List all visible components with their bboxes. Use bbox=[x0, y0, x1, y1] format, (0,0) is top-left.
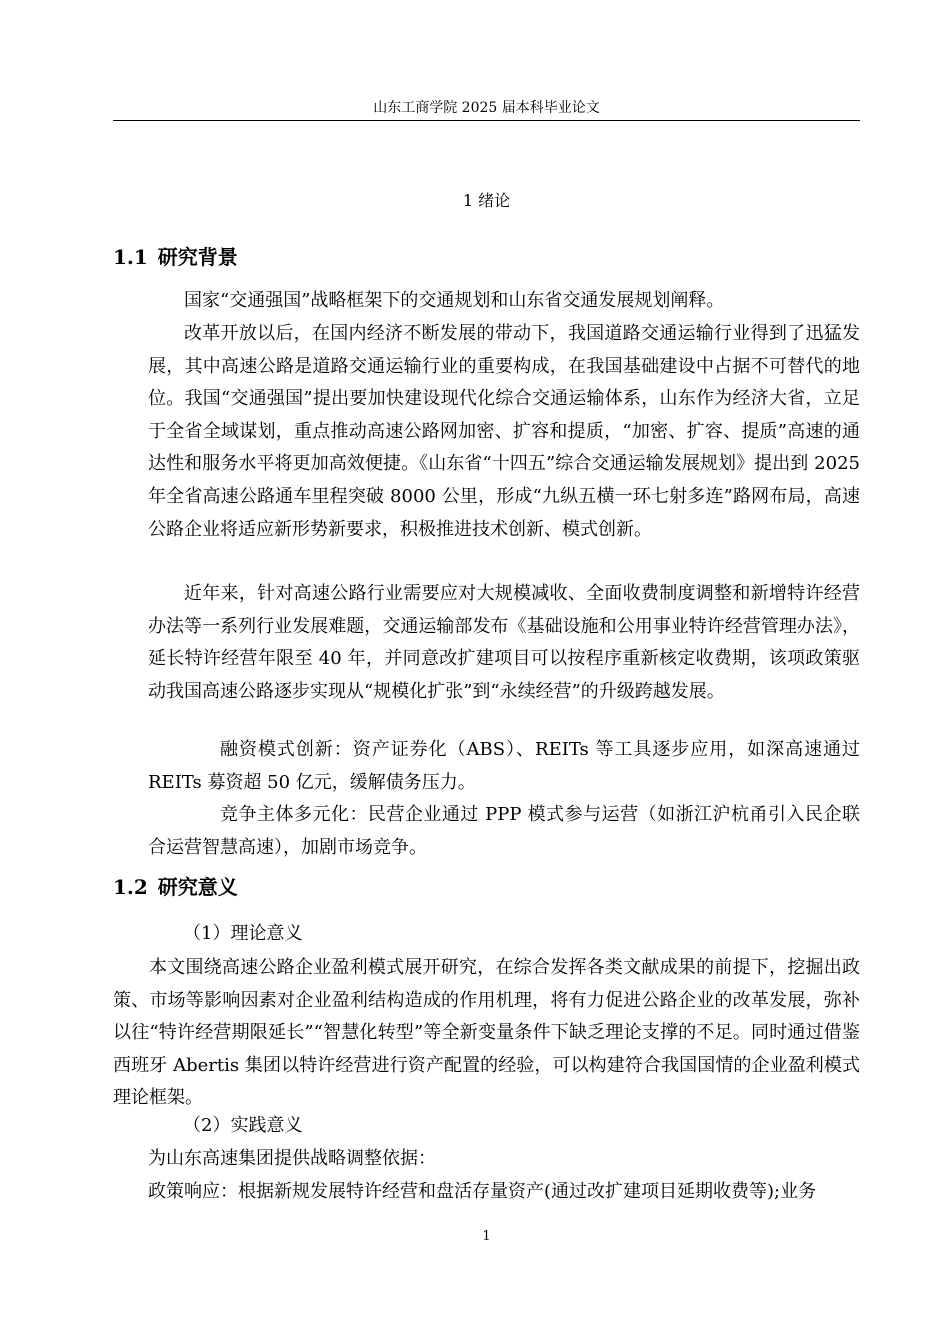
paragraph: 国家“交通强国”战略框架下的交通规划和山东省交通发展规划阐释。 bbox=[184, 290, 725, 311]
paragraph: 融资模式创新：资产证券化（ABS）、REITs 等工具逐步应用，如深高速通过 REITs 募资超 50 亿元，缓解债务压力。 bbox=[148, 739, 860, 793]
paragraph: 为山东高速集团提供战略调整依据： bbox=[148, 1148, 436, 1169]
paragraph: 竞争主体多元化：民营企业通过 PPP 模式参与运营（如浙江沪杭甬引入民企联合运营智慧高速），加剧市场竞争。 bbox=[148, 804, 860, 858]
paragraph: 改革开放以后，在国内经济不断发展的带动下，我国道路交通运输行业得到了迅猛发展，其中高速公路是道路交通运输行业的重要构成，在我国基础建设中占据不可替代的地位。我国“交通强国”提出要加快建设现代化综合交通运输体系，山东作为经济大省，立足于全省全域谋划，重点推动高速公路网加密、扩容和提质，“加密、扩容、提质”高速的通达性和服务水平将更加高效便捷。《山东省“十四五”综合交通运输发展规划》提出到 2025 年全省高速公路通车里程突破 8000 公里，形成“九纵五横一环七射多连”路网布局，高速公路企业将适应新形势新要求，积极推进技术创新、模式创新。 bbox=[148, 323, 860, 540]
subheading-practice: （2）实践意义 bbox=[183, 1115, 303, 1136]
paragraph: 政策响应：根据新规发展特许经营和盘活存量资产(通过改扩建项目延期收费等);业务 bbox=[148, 1181, 817, 1202]
paragraph: 近年来，针对高速公路行业需要应对大规模减收、全面收费制度调整和新增特许经营办法等一系列行业发展难题，交通运输部发布《基础设施和公用事业特许经营管理办法》，延长特许经营年限至 40 年，并同意改扩建项目可以按程序重新核定收费期，该项政策驱动我国高速公路逐步实现从“规模化扩张”到“永续经营”的升级跨越发展。 bbox=[148, 583, 860, 702]
section-title: 研究背景 bbox=[157, 245, 238, 269]
subheading-theory: （1）理论意义 bbox=[183, 923, 303, 944]
section-heading-1-1 bbox=[113, 243, 238, 271]
section-number: 1.1 bbox=[113, 245, 148, 269]
paragraph: 本文围绕高速公路企业盈利模式展开研究，在综合发挥各类文献成果的前提下，挖掘出政策、市场等影响因素对企业盈利结构造成的作用机理，将有力促进公路企业的改革发展，弥补以往“特许经营期限延长”“智慧化转型”等全新变量条件下缺乏理论支撑的不足。同时通过借鉴西班牙 Abertis 集团以特许经营进行资产配置的经验，可以构建符合我国国情的企业盈利模式理论框架。 bbox=[113, 957, 860, 1109]
section-title: 研究意义 bbox=[157, 875, 238, 899]
section-number: 1.2 bbox=[113, 875, 148, 899]
chapter-title: 1 绪论 bbox=[462, 191, 511, 210]
header-rule bbox=[113, 120, 860, 121]
section-heading-1-2 bbox=[113, 873, 238, 901]
running-header: 山东工商学院 2025 届本科毕业论文 bbox=[373, 100, 600, 116]
page-number: 1 bbox=[482, 1229, 491, 1244]
